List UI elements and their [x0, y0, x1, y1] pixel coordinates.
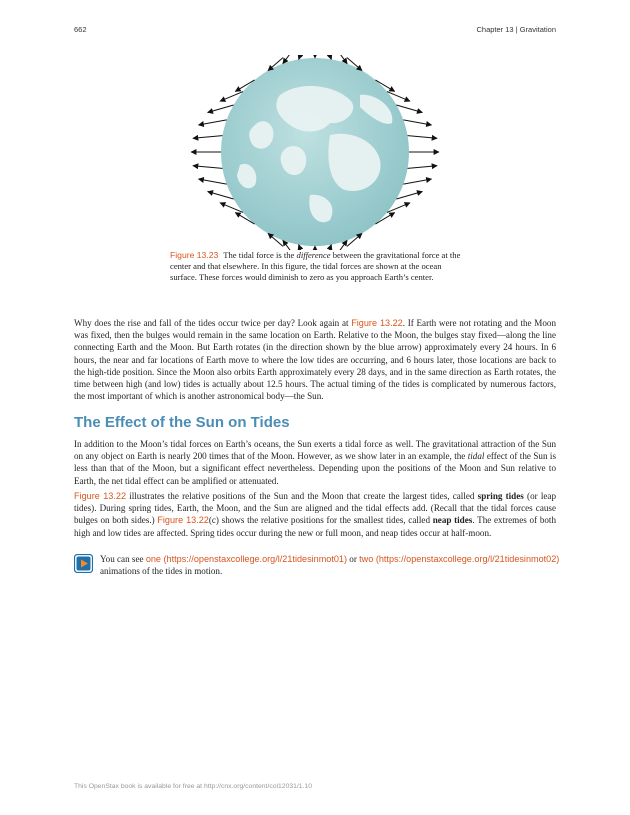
figure-13-22-link[interactable]: Figure 13.22	[351, 318, 403, 328]
text-segment: effect of the Sun is less than that of the Moon, but a significant effect nevertheless. Depending upon the positions of the Moon and Sun relative to Earth, the net tidal effect can be amplified or attenuated.	[74, 451, 556, 486]
caption-italic: difference	[296, 250, 331, 260]
text-segment: . If Earth were not rotating and the Moon was fixed, then the bulges would remain in the same location on Earth. Relative to the Moon, the bulges stay fixed—along the line connecting Earth and the Moon. But Earth rotates (in the direction shown by the blue arrow) approximately every 24 hours. In 6 hours, the near and far locations of Earth move to where the low tides are occurring, and 6 hours later, those locations are back to the high-tide position. Since the Moon also orbits Earth approximately every 28 days, and in the same direction as Earth rotates, the time between high (and low) tides is actually about 12.5 hours. The actual timing of the tides is complicated by numerous factors, the most important of which is another astronomical body—the Sun.	[74, 318, 557, 402]
chapter-title: Chapter 13 | Gravitation	[476, 25, 556, 34]
page-number: 662	[74, 25, 87, 34]
text-segment: (or leap tides). During spring tides, Earth, the Moon, and the Sun are aligned and the tidal effects add. (Recall that the tidal forces cause bulges on both sides.)	[74, 491, 556, 526]
text-segment: animations of the tides in motion.	[100, 566, 223, 577]
animation-link-one[interactable]: one (https://openstaxcollege.org/l/21tidesinmot01)	[145, 554, 348, 564]
paragraph-spring-neap-tides	[74, 490, 556, 539]
text-segment: or	[347, 554, 360, 564]
tidal-force-arrow	[208, 105, 234, 113]
caption-text-1: The tidal force is the	[223, 250, 297, 260]
tidal-force-arrow	[198, 120, 226, 125]
section-heading: The Effect of the Sun on Tides	[74, 414, 290, 431]
figure-caption	[170, 250, 470, 283]
paragraph-sun-tidal-force	[74, 438, 556, 487]
figure-13-22-link[interactable]: Figure 13.22	[74, 491, 126, 501]
media-play-icon	[74, 554, 93, 573]
tidal-force-arrow	[396, 105, 422, 113]
tidal-force-arrow	[403, 120, 431, 125]
tidal-force-arrow	[193, 166, 223, 169]
term-neap-tides: neap tides	[432, 515, 473, 526]
figure-13-23	[160, 55, 470, 250]
figure-13-22-link[interactable]: Figure 13.22	[157, 515, 209, 526]
text-segment: Why does the rise and fall of the tides occur twice per day? Look again at	[74, 318, 352, 328]
figure-label: Figure 13.23	[170, 250, 219, 260]
text-segment: You can see	[100, 554, 146, 564]
tidal-force-arrow	[208, 192, 234, 200]
tidal-force-arrow	[193, 136, 223, 139]
page-footer: This OpenStax book is available for free at http://cnx.org/content/col12031/1.10	[74, 783, 313, 790]
tidal-force-arrow	[396, 192, 422, 200]
tidal-force-diagram	[160, 55, 470, 250]
caption-text-2: between the gravitational force at the center and that elsewhere. In this figure, the tidal forces are shown at the ocean surface. These forces would diminish to zero as you approach Earth’s center.	[170, 250, 461, 282]
animation-link-two[interactable]: two (https://openstaxcollege.org/l/21tidesinmot02)	[359, 554, 560, 564]
term-spring-tides: spring tides	[477, 491, 524, 501]
text-segment: illustrates the relative positions of the Sun and the Moon that create the largest tides, called	[126, 491, 478, 501]
text-segment: . The extremes of both high and low tides are affected. Spring tides occur during the new or full moon, and neap tides occur at half-moon.	[74, 515, 556, 538]
text-segment: In addition to the Moon’s tidal forces on Earth’s oceans, the Sun exerts a tidal force as well. The gravitational attraction of the Sun on any object on Earth is nearly 200 times that of the Moon. However, as we show later in an example, the	[74, 439, 556, 462]
media-note	[100, 553, 560, 577]
paragraph-tides-timing	[74, 317, 556, 402]
tidal-force-arrow	[403, 179, 431, 184]
tidal-force-arrow	[198, 179, 226, 184]
tidal-force-arrow	[408, 136, 438, 139]
text-segment: (c) shows the relative positions for the smallest tides, called	[208, 515, 433, 526]
tidal-force-arrow	[408, 166, 438, 169]
italic-term: tidal	[467, 451, 485, 462]
